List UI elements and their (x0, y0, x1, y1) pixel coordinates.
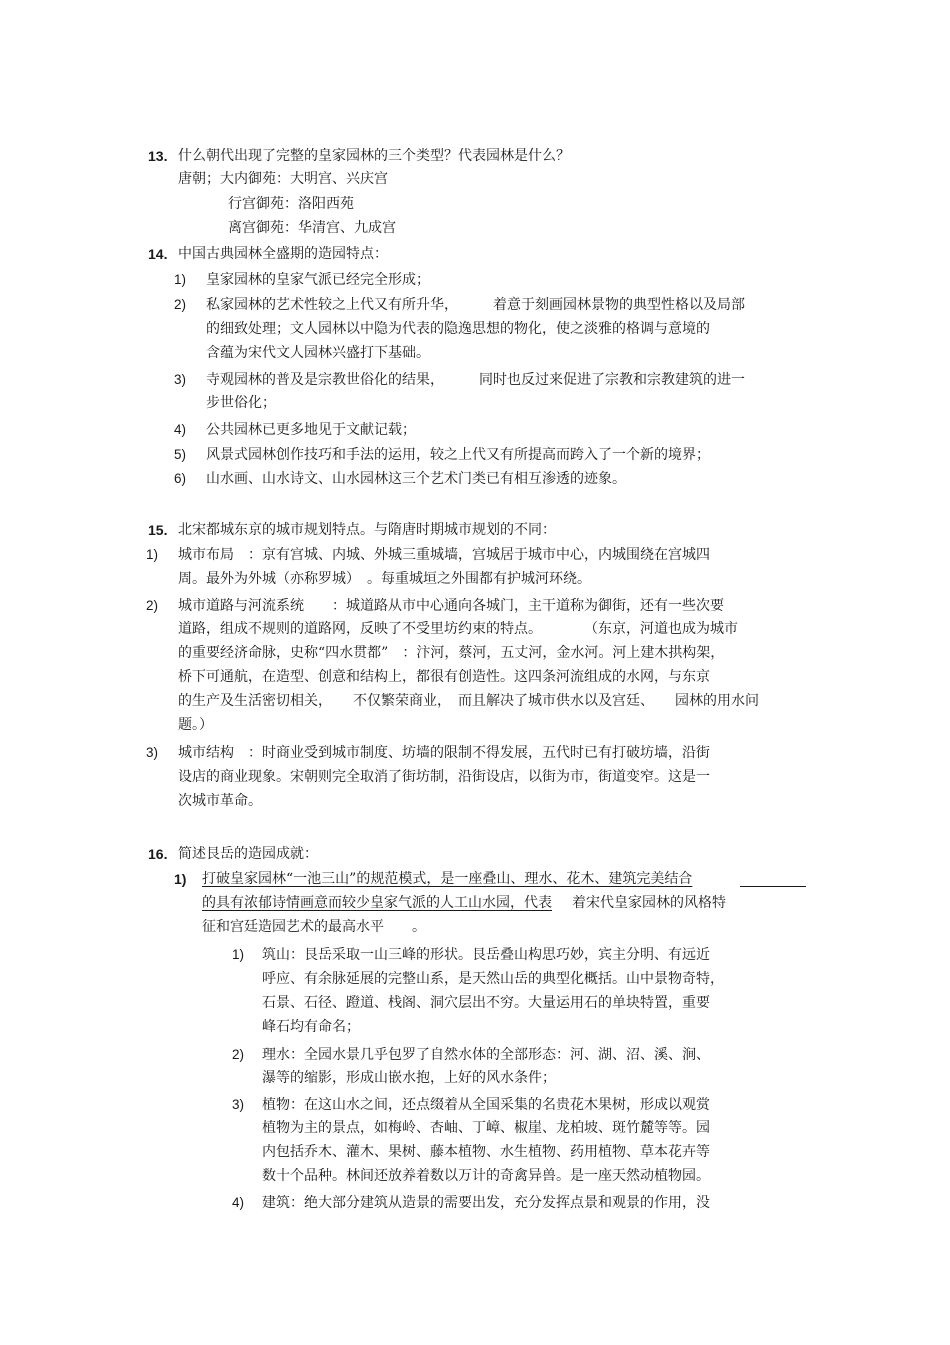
sub-list-number: 3) (232, 1097, 245, 1112)
sub-list-item: 瀑等的缩影，形成山嵌水抱，上好的风水条件； (262, 1070, 556, 1086)
list-number: 6) (174, 471, 187, 486)
question-title: 中国古典园林全盛期的造园特点： (178, 246, 388, 262)
answer-line: 着宋代皇家园林的风格特 (572, 895, 726, 911)
list-item: 周。最外为外城（亦称罗城） 。每重城垣之外围都有护城河环绕。 (178, 571, 591, 587)
list-item: 的生产及生活密切相关， 不仅繁荣商业， 而且解决了城市供水以及宫廷、 园林的用水问 (178, 693, 759, 709)
sub-list-item: 内包括乔木、灌木、果树、藤本植物、水生植物、药用植物、草本花卉等 (262, 1144, 710, 1160)
list-item: 私家园林的艺术性较之上代又有所升华， 着意于刻画园林景物的典型性格以及局部 (206, 297, 745, 313)
list-item: 含蕴为宋代文人园林兴盛打下基础。 (206, 345, 430, 361)
underlined-answer: 的具有浓郁诗情画意而较少皇家气派的人工山水园，代表 (202, 895, 552, 911)
sub-list-item: 数十个品种。林间还放养着数以万计的奇禽异兽。是一座天然动植物园。 (262, 1168, 710, 1184)
sub-list-item: 筑山：艮岳采取一山三峰的形状。艮岳叠山构思巧妙，宾主分明、有远近 (262, 947, 710, 963)
list-item: 城市布局 ：京有宫城、内城、外城三重城墙，宫城居于城市中心，内城围绕在宫城四 (178, 547, 710, 563)
sub-list-item: 植物为主的景点，如梅岭、杏岫、丁嶂、椒崖、龙柏坡、斑竹麓等等。园 (262, 1120, 710, 1136)
question-number: 13. (148, 148, 168, 164)
sub-list-item: 呼应、有余脉延展的完整山系，是天然山岳的典型化概括。山中景物奇特， (262, 971, 724, 987)
list-number: 1) (174, 272, 187, 287)
question-title: 什么朝代出现了完整的皇家园林的三个类型？代表园林是什么？ (178, 148, 570, 164)
sub-list-item: 石景、石径、蹬道、栈阁、洞穴层出不穷。大量运用石的单块特置，重要 (262, 995, 710, 1011)
sub-list-number: 1) (232, 947, 245, 962)
list-item: 道路，组成不规则的道路网，反映了不受里坊约束的特点。 （东京，河道也成为城市 (178, 621, 738, 637)
question-number: 15. (148, 522, 168, 538)
list-item: 山水画、山水诗文、山水园林这三个艺术门类已有相互渗透的迹象。 (206, 471, 626, 487)
question-title: 北宋都城东京的城市规划特点。与隋唐时期城市规划的不同： (178, 522, 556, 538)
sub-list-number: 4) (232, 1195, 245, 1210)
list-item: 风景式园林创作技巧和手法的运用，较之上代又有所提高而跨入了一个新的境界； (206, 447, 710, 463)
list-item: 公共园林已更多地见于文献记载； (206, 422, 416, 438)
sub-list-item: 峰石均有命名； (262, 1019, 360, 1035)
underline-rule (740, 886, 806, 887)
question-number: 14. (148, 246, 168, 262)
answer-line: 行宫御苑：洛阳西苑 (228, 196, 354, 212)
list-item: 的重要经济命脉，史称“四水贯都” ：汴河，蔡河，五丈河，金水河。河上建木拱构架， (178, 645, 725, 661)
answer-line: 唐朝；大内御苑：大明宫、兴庆宫 (178, 171, 388, 187)
sub-list-item: 建筑：绝大部分建筑从造景的需要出发，充分发挥点景和观景的作用，没 (262, 1195, 710, 1211)
list-number: 3) (174, 372, 187, 387)
list-item: 皇家园林的皇家气派已经完全形成； (206, 272, 430, 288)
sub-list-item: 理水：全园水景几乎包罗了自然水体的全部形态：河、湖、沼、溪、涧、 (262, 1047, 710, 1063)
list-item: 设店的商业现象。宋朝则完全取消了街坊制，沿街设店，以街为市，街道变窄。这是一 (178, 769, 710, 785)
sub-list-item: 植物：在这山水之间，还点缀着从全国采集的名贵花木果树，形成以观赏 (262, 1097, 710, 1113)
list-number: 1) (174, 871, 187, 887)
list-number: 3) (146, 745, 159, 760)
list-item: 寺观园林的普及是宗教世俗化的结果， 同时也反过来促进了宗教和宗教建筑的进一 (206, 372, 745, 388)
sub-list-number: 2) (232, 1047, 245, 1062)
answer-line: 征和宫廷造园艺术的最高水平 。 (202, 919, 426, 935)
list-item: 次城市革命。 (178, 793, 262, 809)
list-number: 2) (146, 598, 159, 613)
list-item: 桥下可通航，在造型、创意和结构上，都很有创造性。这四条河流组成的水网，与东京 (178, 669, 710, 685)
question-title: 简述艮岳的造园成就： (178, 846, 318, 862)
question-number: 16. (148, 846, 168, 862)
list-item: 步世俗化； (206, 395, 276, 411)
list-number: 5) (174, 447, 187, 462)
list-item: 题。） (178, 717, 213, 733)
list-item: 城市结构 ：时商业受到城市制度、坊墙的限制不得发展，五代时已有打破坊墙，沿街 (178, 745, 710, 761)
list-number: 2) (174, 297, 187, 312)
list-number: 1) (146, 547, 159, 562)
list-number: 4) (174, 422, 187, 437)
list-item: 的细致处理；文人园林以中隐为代表的隐逸思想的物化，使之淡雅的格调与意境的 (206, 321, 710, 337)
underlined-answer: 打破皇家园林“一池三山”的规范模式，是一座叠山、理水、花木、建筑完美结合 (202, 871, 693, 887)
answer-line: 离宫御苑：华清宫、九成宫 (228, 220, 396, 236)
list-item: 城市道路与河流系统 ：城道路从市中心通向各城门，主干道称为御街，还有一些次要 (178, 598, 724, 614)
